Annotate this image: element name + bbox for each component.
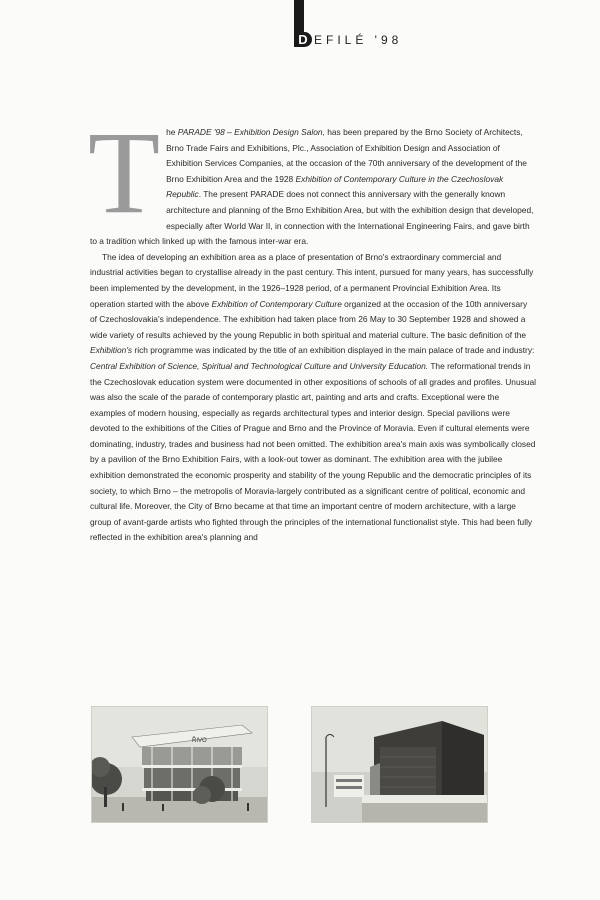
article-body bbox=[88, 107, 536, 546]
paragraph-2 bbox=[90, 250, 536, 546]
p2-text-a: The idea of developing an exhibition area as a place of presentation of Brno's extraordinary commercial and industrial activities began to crystallise already in the past century. This intent, pursued for many years, has successfully been implemented by the development, in the 1926–1928 period, of a permanent Provincial Exhibition Area. Its operation started with the above bbox=[90, 251, 534, 309]
pavilion-sign: ŘIVO bbox=[192, 738, 207, 744]
brick-building-photo-image bbox=[312, 707, 487, 822]
p2-text-e: rich programme was indicated by the title of an exhibition displayed in the main palace of trade and industry: bbox=[132, 345, 535, 356]
p2-italic-exhibition: Exhibition of Contemporary Culture bbox=[211, 298, 342, 309]
p2-text-g: The reformational trends in the Czechoslovak education system were documented in other expositions of schools of all grades and profiles. Unusual was also the scale of the parade of contemporary plastic art, painting and arts and crafts. Exceptional were the examples of modern housing, especially as regards architectural types and interior design. Special pavilions were devoted to the exhibitions of the Cities of Prague and Brno and the Province of Moravia. Even if cultural elements were dominating, industry, trades and business had not been omitted. The exhibition area's main axis was symbolically closed by a pavilion of the Brno Exhibition Fairs, with a look-out tower as dominant. The exhibition area with the jubilee exhibition demonstrated the economic prosperity and stability of the young Republic and the democratic principles of its society, to which Brno – the metropolis of Moravia-largely contributed as a significant centre of political, economic and cultural life. Moreover, the City of Brno became at that time an important centre of modern architecture, with a large group of avant-garde artists who fighted through the principles of the international functionalist style. This had been fully reflected in the exhibition area's planning and bbox=[90, 360, 536, 543]
p2-italic-central: Central Exhibition of Science, Spiritual and Technological Culture and University Education. bbox=[90, 360, 429, 371]
p1-italic-exhibition: Exhibition of Contemporary Culture in the Czechoslovak Republic bbox=[166, 173, 504, 200]
photo-pavilion bbox=[91, 706, 268, 823]
p2-italic-exhibitions: Exhibition's bbox=[90, 345, 133, 356]
p1-italic-title: PARADE '98 – Exhibition Design Salon, bbox=[177, 127, 325, 137]
page-header bbox=[294, 32, 402, 47]
p2-text-c: organized at the occasion of the 10th anniversary of Czechoslovakia's independence. The exhibition had taken place from 26 May to 30 September 1928 and showed a wide variety of results achieved by the young Republic in both spiritual and material culture. The basic definition of the bbox=[90, 298, 528, 340]
drop-cap: T bbox=[88, 107, 161, 238]
p1-text-e: . The present PARADE does not connect this anniversary with the generally known architecture and planning of the Brno Exhibition Area, but with the exhibition design that developed, especially after World War II, in connection with the International Engineering Fairs, and gave birth to a tradition which linked up with the famous inter-war era. bbox=[90, 189, 534, 247]
header-title: EFILÉ '98 bbox=[314, 33, 403, 47]
p1-text-c: has been prepared by the Brno Society of Architects, Brno Trade Fairs and Exhibitions, Plc., Association of Exhibition Design and Association of Exhibition Services Companies, at the occasion of the 70th anniversary of the development of the Brno Exhibition Area and the 1928 bbox=[166, 127, 527, 184]
p1-text-a: he bbox=[166, 127, 178, 137]
header-logo-d: D bbox=[294, 32, 312, 47]
photo-brick-building bbox=[311, 706, 488, 823]
pavilion-photo-image bbox=[92, 707, 267, 822]
